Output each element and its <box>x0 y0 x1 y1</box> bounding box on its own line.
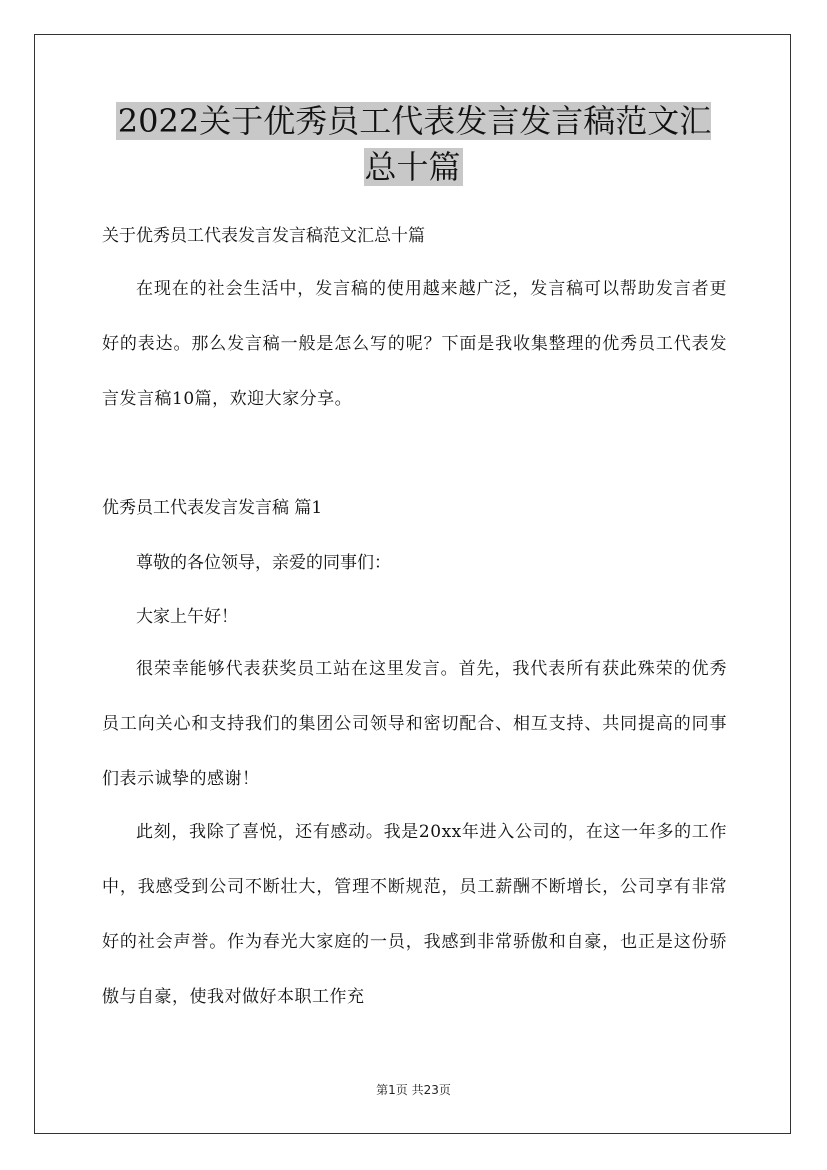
section-heading: 优秀员工代表发言发言稿 篇1 <box>102 498 323 518</box>
document-title <box>100 98 727 190</box>
document-subtitle: 关于优秀员工代表发言发言稿范文汇总十篇 <box>102 226 425 246</box>
body-paragraph-2: 此刻，我除了喜悦，还有感动。我是20xx年进入公司的，在这一年多的工作中，我感受到公司不断壮大，管理不断规范，员工薪酬不断增长，公司享有非常好的社会声誉。作为春光大家庭的一员，我感到非常骄傲和自豪，也正是这份骄傲与自豪，使我对做好本职工作充 <box>102 822 727 1007</box>
intro-paragraph: 在现在的社会生活中，发言稿的使用越来越广泛，发言稿可以帮助发言者更好的表达。那么发言稿一般是怎么写的呢？下面是我收集整理的优秀员工代表发言发言稿10篇，欢迎大家分享。 <box>102 279 727 409</box>
document-title-text: 2022关于优秀员工代表发言发言稿范文汇总十篇 <box>117 102 712 186</box>
greeting: 大家上午好！ <box>136 607 238 627</box>
body-paragraph-1: 很荣幸能够代表获奖员工站在这里发言。首先，我代表所有获此殊荣的优秀员工向关心和支持我们的集团公司领导和密切配合、相互支持、共同提高的同事们表示诚挚的感谢！ <box>102 659 727 789</box>
salutation: 尊敬的各位领导，亲爱的同事们： <box>136 553 391 573</box>
page-footer: 第1页 共23页 <box>376 1083 451 1097</box>
